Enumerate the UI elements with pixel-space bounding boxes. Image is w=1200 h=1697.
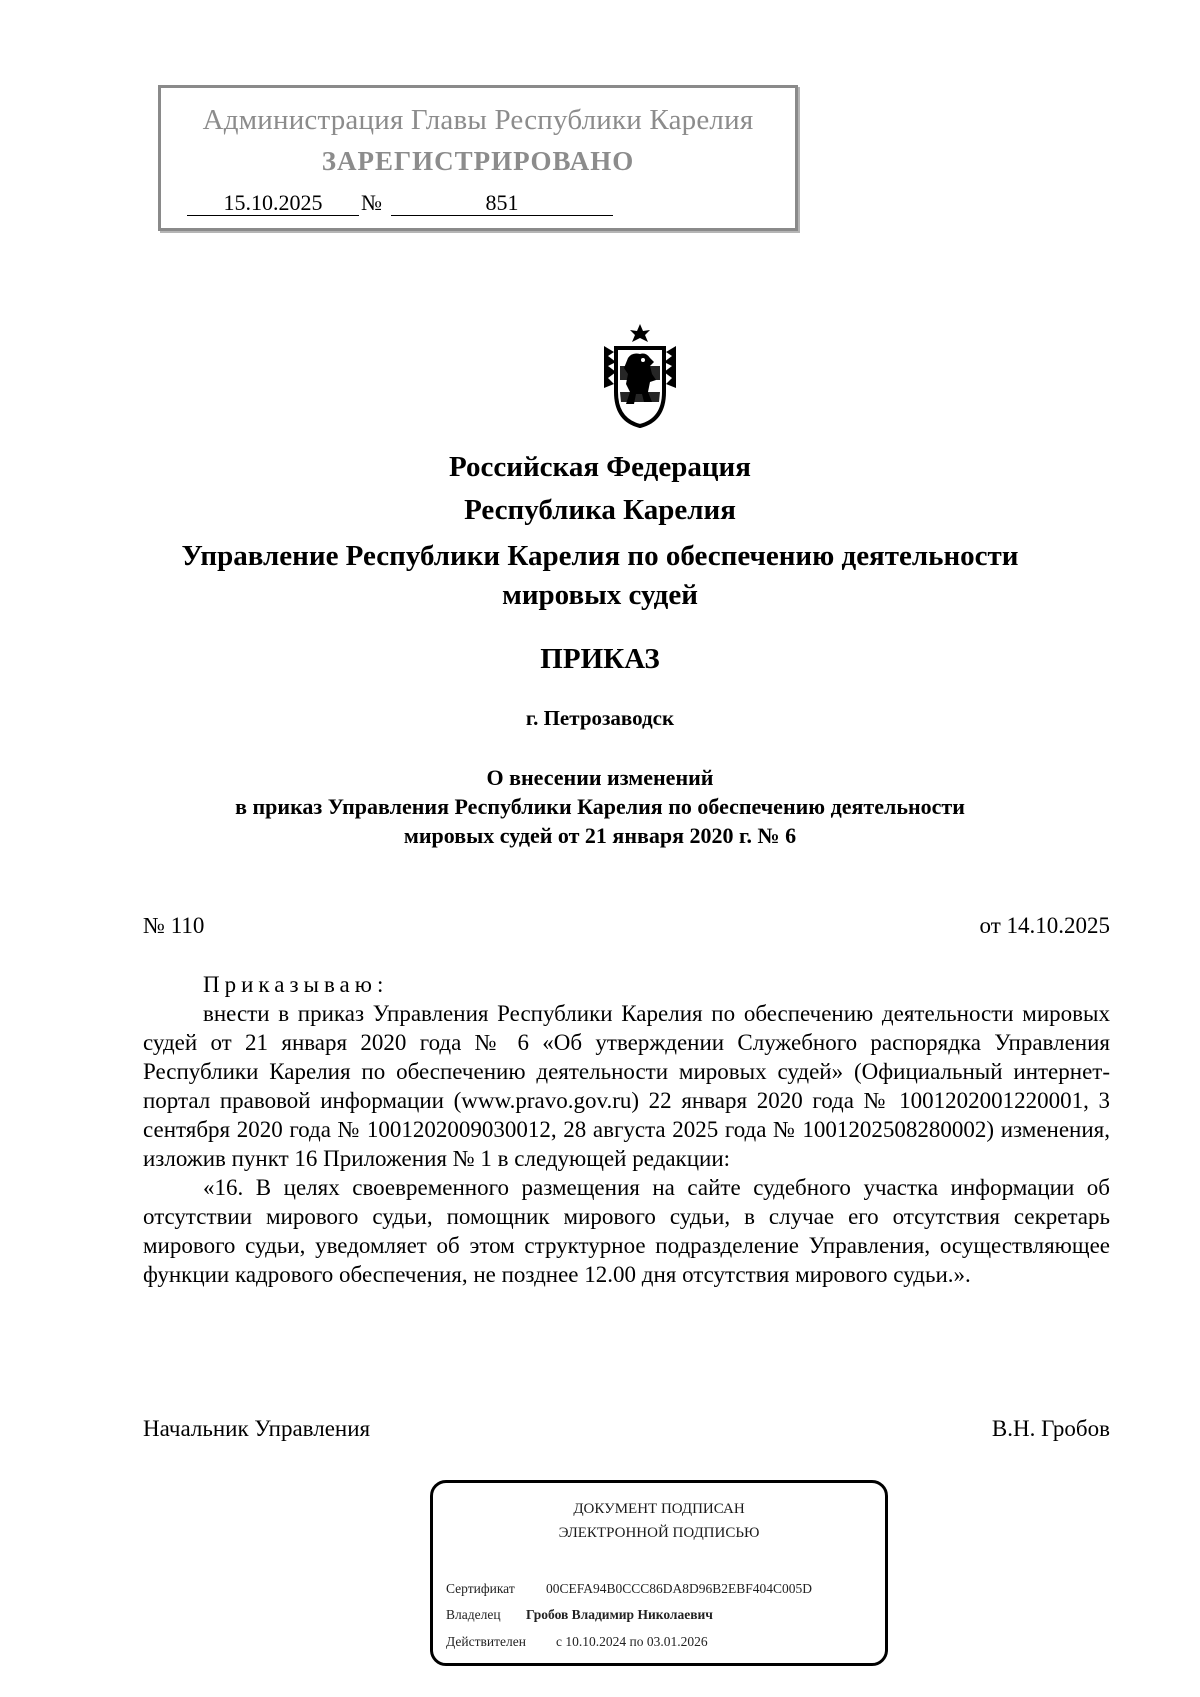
header-region: Республика Карелия xyxy=(464,494,736,526)
registration-number: 851 xyxy=(391,192,613,216)
order-date: от 14.10.2025 xyxy=(979,913,1110,938)
document-subject xyxy=(0,763,1200,850)
order-word: Приказываю: xyxy=(203,972,389,997)
coat-of-arms-icon xyxy=(598,322,682,430)
esig-certificate-label: Сертификат xyxy=(446,1581,515,1596)
header-country: Российская Федерация xyxy=(449,451,751,483)
document-body xyxy=(143,970,1110,1289)
electronic-signature-stamp xyxy=(430,1480,888,1666)
esig-validity-row xyxy=(446,1634,708,1650)
subject-line3: мировых судей от 21 января 2020 г. № 6 xyxy=(403,823,797,848)
header-organization-line2: мировых судей xyxy=(502,579,698,611)
body-paragraph-1: внести в приказ Управления Республики Карелия по обеспечению деятельности мировых судей от 21 января 2020 года № 6 «Об утверждении Служебного распорядка Управления Республики Карелия по обеспечению деятельности мировых судей» (Официальный интернет-портал правовой информации (www.pravo.gov.ru) 22 января 2020 года № 1001202001220001, 3 сентября 2020 года № 1001202009030012, 28 августа 2025 года № 1001202508280002) изменения, изложив пункт 16 Приложения № 1 в следующей редакции: xyxy=(143,1001,1110,1171)
signer-name: В.Н. Гробов xyxy=(991,1416,1110,1441)
esig-owner-row xyxy=(446,1607,713,1623)
registration-date: 15.10.2025 xyxy=(187,192,359,216)
esig-validity-value: с 10.10.2024 по 03.01.2026 xyxy=(556,1634,708,1649)
esig-owner-value: Гробов Владимир Николаевич xyxy=(526,1607,713,1622)
signer-position: Начальник Управления xyxy=(143,1416,371,1441)
esig-title-line1: ДОКУМЕНТ ПОДПИСАН xyxy=(573,1501,745,1517)
registration-stamp xyxy=(158,85,798,231)
header-organization-line1: Управление Республики Карелия по обеспечению деятельности xyxy=(181,540,1019,572)
subject-line1: О внесении изменений xyxy=(486,765,714,790)
registration-number-sign: № xyxy=(361,190,382,215)
registration-status: ЗАРЕГИСТРИРОВАНО xyxy=(321,146,635,176)
esig-certificate-value: 00CEFA94B0CCC86DA8D96B2EBF404C005D xyxy=(546,1581,813,1596)
esig-owner-label: Владелец xyxy=(446,1607,501,1622)
order-number: № 110 xyxy=(143,913,205,938)
document-type: ПРИКАЗ xyxy=(540,643,660,675)
esig-certificate-row xyxy=(446,1581,812,1597)
subject-line2: в приказ Управления Республики Карелия по обеспечению деятельности xyxy=(235,794,965,819)
document-city: г. Петрозаводск xyxy=(525,706,675,730)
header-organization xyxy=(0,537,1200,615)
esig-title-line2: ЭЛЕКТРОННОЙ ПОДПИСЬЮ xyxy=(558,1525,760,1541)
registration-authority: Администрация Главы Республики Карелия xyxy=(202,104,754,136)
body-paragraph-2: «16. В целях своевременного размещения на сайте судебного участка информации об отсутствии мирового судьи, помощник мирового судьи, в случае его отсутствия секретарь мирового судьи, уведомляет об этом структурное подразделение Управления, осуществляющее функции кадрового обеспечения, не позднее 12.00 дня отсутствия мирового судьи.». xyxy=(143,1175,1110,1287)
esig-validity-label: Действителен xyxy=(446,1634,526,1649)
